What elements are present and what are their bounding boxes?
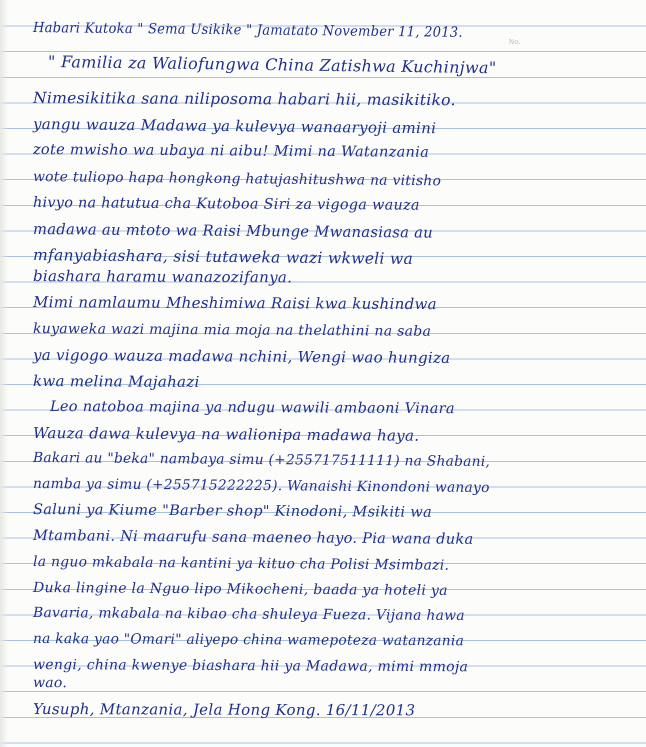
headline-line: " Familia za Waliofungwa China Zatishwa Kuchinjwa" [47, 52, 497, 78]
text-line: wengi, china kwenye biashara hii ya Madawa, mimi mmoja [32, 657, 469, 676]
text-line: Leo natoboa majina ya ndugu wawili ambaoni Vinara [49, 399, 455, 418]
text-line: Saluni ya Kiume "Barber shop" Kinodoni, Msikiti wa [32, 502, 432, 521]
text-line: wao. [32, 675, 68, 692]
text-line: Bavaria, mkabala na kibao cha shuleya Fueza. Vijana hawa [32, 605, 465, 625]
text-line: ya vigogo wauza madawa nchini, Wengi wao hungiza [32, 346, 451, 367]
text-line: Wauza dawa kulevya na walionipa madawa haya. [32, 424, 420, 445]
text-line: Mtambani. Ni maarufu sana maeneo hayo. Pia wana duka [32, 528, 474, 548]
heading-line: Habari Kutoka " Sema Usikike " Jamatato November 11, 2013. [32, 20, 463, 41]
page-margin-shadow [0, 0, 8, 747]
text-line: kuyaweka wazi majina mia moja na thelathini na saba [32, 321, 432, 340]
text-line: wote tuliopo hapa hongkong hatujashitushwa na vitisho [32, 169, 442, 190]
text-line: namba ya simu (+255715222225). Wanaishi Kinondoni wanayo [32, 476, 490, 497]
text-line: Nimesikitika sana niliposoma habari hii, masikitiko. [32, 89, 456, 110]
page-number-label: No. [509, 38, 521, 46]
text-line: Bakari au "beka" nambaya simu (+255717511111) na Shabani, [32, 450, 491, 471]
text-line: Mimi namlaumu Mheshimiwa Raisi kwa kushindwa [32, 293, 437, 314]
text-line: mfanyabiashara, sisi tutaweka wazi wkweli wa [32, 246, 414, 268]
text-line: madawa au mtoto wa Raisi Mbunge Mwanasiasa au [32, 220, 434, 242]
signature-line: Yusuph, Mtanzania, Jela Hong Kong. 16/11/2013 [32, 700, 416, 720]
text-line: biashara haramu wanazozifanya. [32, 267, 293, 287]
text-line: na kaka yao "Omari" aliyepo china wamepoteza watanzania [32, 631, 465, 650]
text-line: kwa melina Majahazi [32, 372, 200, 391]
text-line: la nguo mkabala na kantini ya kituo cha Polisi Msimbazi. [32, 554, 450, 574]
text-line: Duka lingine la Nguo lipo Mikocheni, baada ya hoteli ya [32, 580, 448, 599]
text-line: hivyo na hatutua cha Kutoboa Siri za vigoga wauza [32, 195, 420, 214]
text-line: zote mwisho wa ubaya ni aibu! Mimi na Watanzania [32, 142, 430, 161]
text-line: yangu wauza Madawa ya kulevya wanaaryoji amini [32, 115, 437, 138]
